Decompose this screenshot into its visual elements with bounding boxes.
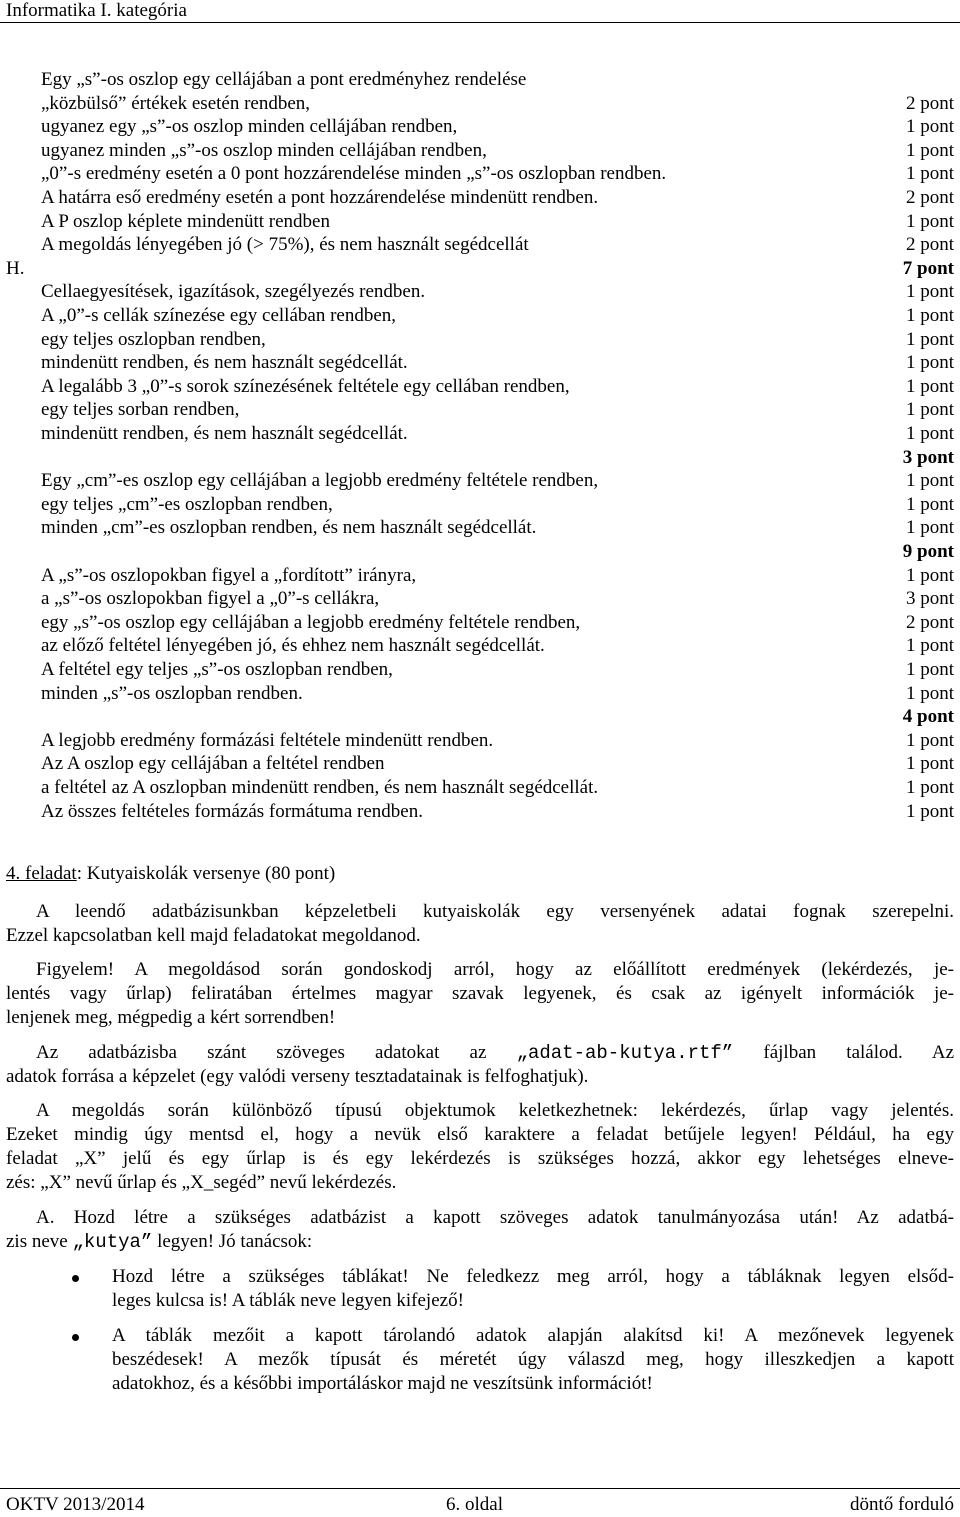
database-name: „kutya” — [72, 1231, 153, 1253]
criterion-points: 1 pont — [905, 493, 954, 515]
bullet-icon — [72, 1275, 79, 1282]
criterion-points: 1 pont — [905, 423, 954, 444]
criterion-text: minden „s”-os oszlopban rendben. — [41, 682, 303, 704]
scoring-row — [0, 115, 960, 139]
paragraph-source-file — [6, 1041, 954, 1089]
paragraph-intro — [6, 900, 954, 948]
scoring-row — [0, 446, 960, 470]
criterion-points: 1 pont — [905, 116, 954, 138]
criterion-points: 2 pont — [905, 92, 954, 114]
scoring-row — [0, 304, 960, 328]
footer-page-number: 6. oldal — [446, 1494, 503, 1515]
paragraph-text: fájlban találod. Az — [733, 1042, 955, 1063]
scoring-row — [0, 210, 960, 234]
criterion-text: minden „cm”-es oszlopban rendben, és nem használt segédcellát. — [41, 517, 537, 539]
paragraph-line: A. Hozd létre a szükséges adatbázist a kapott szöveges adatok tanulmányozása után! Az adatbá- — [36, 1207, 954, 1228]
paragraph-line: Figyelem! A megoldásod során gondoskodj arról, hogy az előállított eredmények (lekérdezés, je- — [36, 959, 954, 980]
page-footer — [0, 1488, 960, 1513]
section-label: H. — [6, 257, 25, 279]
paragraph-line — [6, 1230, 954, 1254]
criterion-text: „0”-s eredmény esetén a 0 pont hozzárendelése minden „s”-os oszlopban rendben. — [41, 163, 667, 185]
bullet-line: Hozd létre a szükséges táblákat! Ne feledkezz meg arról, hogy a tábláknak legyen elsőd- — [112, 1266, 954, 1287]
scoring-row — [0, 705, 960, 729]
source-file-name: „adat-ab-kutya.rtf” — [516, 1042, 734, 1064]
paragraph-task-a — [6, 1206, 954, 1254]
criterion-points: 1 pont — [905, 800, 954, 822]
paragraph-warning — [6, 958, 954, 1030]
paragraph-line: lenjenek meg, mégpedig a kért sorrendben! — [6, 1007, 336, 1028]
paragraph-line: feladat „X” jelű és egy űrlap is és egy lekérdezés is szükséges hozzá, akkor egy lehetséges elneve- — [6, 1148, 954, 1169]
criterion-text: az előző feltétel lényegében jó, és ehhez nem használt segédcellát. — [41, 635, 545, 657]
criterion-points: 1 pont — [905, 517, 954, 539]
bullet-item — [112, 1324, 954, 1396]
scoring-row — [0, 328, 960, 352]
criterion-points: 1 pont — [905, 210, 954, 232]
criterion-points: 3 pont — [905, 588, 954, 610]
criterion-text: A „s”-os oszlopokban figyel a „fordított” irányra, — [41, 564, 417, 586]
scoring-row — [0, 186, 960, 210]
bullet-line: beszédesek! A mezők típusát és méretét úgy válaszd meg, hogy illeszkedjen a kapott — [112, 1349, 954, 1370]
criterion-points: 1 pont — [905, 777, 954, 798]
criterion-points: 1 pont — [905, 281, 954, 303]
criterion-text: egy teljes sorban rendben, — [41, 399, 240, 421]
scoring-row — [0, 634, 960, 658]
footer-round: döntő forduló — [850, 1494, 954, 1515]
paragraph-line: zés: „X” nevű űrlap és „X_segéd” nevű lekérdezés. — [6, 1172, 397, 1193]
bullet-icon — [72, 1334, 79, 1341]
header-title: Informatika I. kategória — [6, 0, 187, 21]
scoring-row — [0, 280, 960, 304]
criterion-text: a feltétel az A oszlopban mindenütt rendben, és nem használt segédcellát. — [41, 777, 599, 798]
criterion-text: mindenütt rendben, és nem használt segédcellát. — [41, 423, 408, 444]
criterion-points: 1 pont — [905, 305, 954, 326]
paragraph-text: zis neve — [6, 1231, 73, 1252]
paragraph-line: adatok forrása a képzelet (egy valódi verseny tesztadatainak is felfoghatjuk). — [6, 1066, 589, 1087]
criterion-points: 1 pont — [905, 163, 954, 185]
scoring-row — [0, 800, 960, 824]
paragraph-line: Ezeket mindig úgy mentsd el, hogy a nevük első karaktere a feladat betűjele legyen! Például, ha egy — [6, 1124, 954, 1145]
paragraph-line: A leendő adatbázisunkban képzeletbeli kutyaiskolák egy versenyének adatai fognak szerepelni. — [36, 901, 954, 922]
scoring-row — [0, 611, 960, 635]
criterion-text: egy teljes oszlopban rendben, — [41, 328, 266, 350]
criterion-points: 2 pont — [905, 611, 954, 633]
bullet-item — [112, 1265, 954, 1313]
scoring-row — [0, 776, 960, 800]
criterion-text: A határra eső eredmény esetén a pont hozzárendelése mindenütt rendben. — [41, 187, 599, 208]
criterion-text: Az összes feltételes formázás formátuma rendben. — [41, 800, 423, 822]
criterion-points: 1 pont — [905, 352, 954, 374]
criterion-text: Cellaegyesítések, igazítások, szegélyezés rendben. — [41, 281, 426, 303]
page-header — [0, 0, 960, 23]
criterion-text: A megoldás lényegében jó (> 75%), és nem használt segédcellát — [41, 234, 529, 256]
criterion-text: A P oszlop képlete mindenütt rendben — [41, 210, 330, 232]
criterion-text: A feltétel egy teljes „s”-os oszlopban rendben, — [41, 659, 393, 680]
criterion-points: 2 pont — [905, 187, 954, 208]
scoring-row — [0, 68, 960, 92]
bullet-line: leges kulcsa is! A táblák neve legyen kifejező! — [112, 1290, 464, 1311]
criterion-points: 1 pont — [905, 470, 954, 492]
criterion-text: egy teljes „cm”-es oszlopban rendben, — [41, 493, 333, 515]
criterion-text: ugyanez egy „s”-os oszlop minden cellájában rendben, — [41, 116, 458, 138]
scoring-row — [0, 375, 960, 399]
scoring-row — [0, 469, 960, 493]
criterion-points: 1 pont — [905, 399, 954, 421]
paragraph-line: A megoldás során különböző típusú objektumok keletkezhetnek: lekérdezés, űrlap vagy jelentés. — [36, 1100, 954, 1121]
scoring-row — [0, 398, 960, 422]
criterion-text: a „s”-os oszlopokban figyel a „0”-s cellákra, — [41, 588, 380, 610]
criterion-text: A legjobb eredmény formázási feltétele mindenütt rendben. — [41, 729, 494, 751]
section-total-points: 3 pont — [902, 446, 954, 468]
criterion-text: Az A oszlop egy cellájában a feltétel rendben — [41, 753, 385, 775]
criterion-points: 1 pont — [905, 659, 954, 680]
scoring-row — [0, 587, 960, 611]
scoring-row — [0, 729, 960, 753]
footer-competition: OKTV 2013/2014 — [6, 1494, 145, 1515]
scoring-row — [0, 422, 960, 446]
paragraph-line — [6, 1041, 954, 1065]
criterion-text: egy „s”-os oszlop egy cellájában a legjobb eredmény feltétele rendben, — [41, 611, 581, 633]
scoring-row — [0, 233, 960, 257]
criterion-text: Egy „s”-os oszlop egy cellájában a pont eredményhez rendelése — [41, 69, 527, 90]
paragraph-text: legyen! Jó tanácsok: — [152, 1231, 313, 1252]
bullet-line: adatokhoz, és a későbbi importáláskor majd ne veszítsünk információt! — [112, 1373, 653, 1394]
criterion-points: 1 pont — [905, 682, 954, 704]
section-total-points: 7 pont — [902, 257, 954, 279]
criterion-points: 1 pont — [905, 564, 954, 586]
criterion-points: 1 pont — [905, 635, 954, 657]
task-number: 4. feladat — [6, 863, 77, 884]
scoring-row — [0, 139, 960, 163]
paragraph-text: Az adatbázisba szánt szöveges adatokat az — [36, 1042, 517, 1063]
bullet-line: A táblák mezőit a kapott tárolandó adatok alapján alakítsd ki! A mezőnevek legyenek — [112, 1325, 954, 1346]
scoring-row — [0, 257, 960, 281]
scoring-row — [0, 658, 960, 682]
criterion-text: ugyanez minden „s”-os oszlop minden cellájában rendben, — [41, 139, 487, 161]
scoring-row — [0, 351, 960, 375]
scoring-row — [0, 92, 960, 116]
criterion-text: Egy „cm”-es oszlop egy cellájában a legjobb eredmény feltétele rendben, — [41, 470, 599, 492]
scoring-row — [0, 564, 960, 588]
paragraph-line: Ezzel kapcsolatban kell majd feladatokat megoldanod. — [6, 925, 421, 946]
criterion-points: 1 pont — [905, 139, 954, 161]
scoring-row — [0, 752, 960, 776]
criterion-text: mindenütt rendben, és nem használt segédcellát. — [41, 352, 408, 374]
task-title — [6, 862, 335, 886]
criterion-points: 1 pont — [905, 328, 954, 350]
criterion-text: A legalább 3 „0”-s sorok színezésének feltétele egy cellában rendben, — [41, 375, 570, 397]
paragraph-naming — [6, 1099, 954, 1195]
paragraph-line: lentés vagy űrlap) feliratában értelmes magyar szavak legyenek, és csak az igényelt információk je- — [6, 983, 954, 1004]
criterion-text: A „0”-s cellák színezése egy cellában rendben, — [41, 305, 397, 326]
scoring-row — [0, 493, 960, 517]
criterion-points: 1 pont — [905, 729, 954, 751]
criterion-points: 2 pont — [905, 234, 954, 256]
criterion-points: 1 pont — [905, 375, 954, 397]
scoring-row — [0, 516, 960, 540]
scoring-row — [0, 682, 960, 706]
scoring-row — [0, 540, 960, 564]
section-total-points: 4 pont — [902, 706, 954, 728]
section-total-points: 9 pont — [902, 541, 954, 562]
scoring-row — [0, 162, 960, 186]
task-heading: : Kutyaiskolák versenye (80 pont) — [76, 863, 336, 884]
criterion-text: „közbülső” értékek esetén rendben, — [41, 92, 311, 114]
criterion-points: 1 pont — [905, 753, 954, 775]
